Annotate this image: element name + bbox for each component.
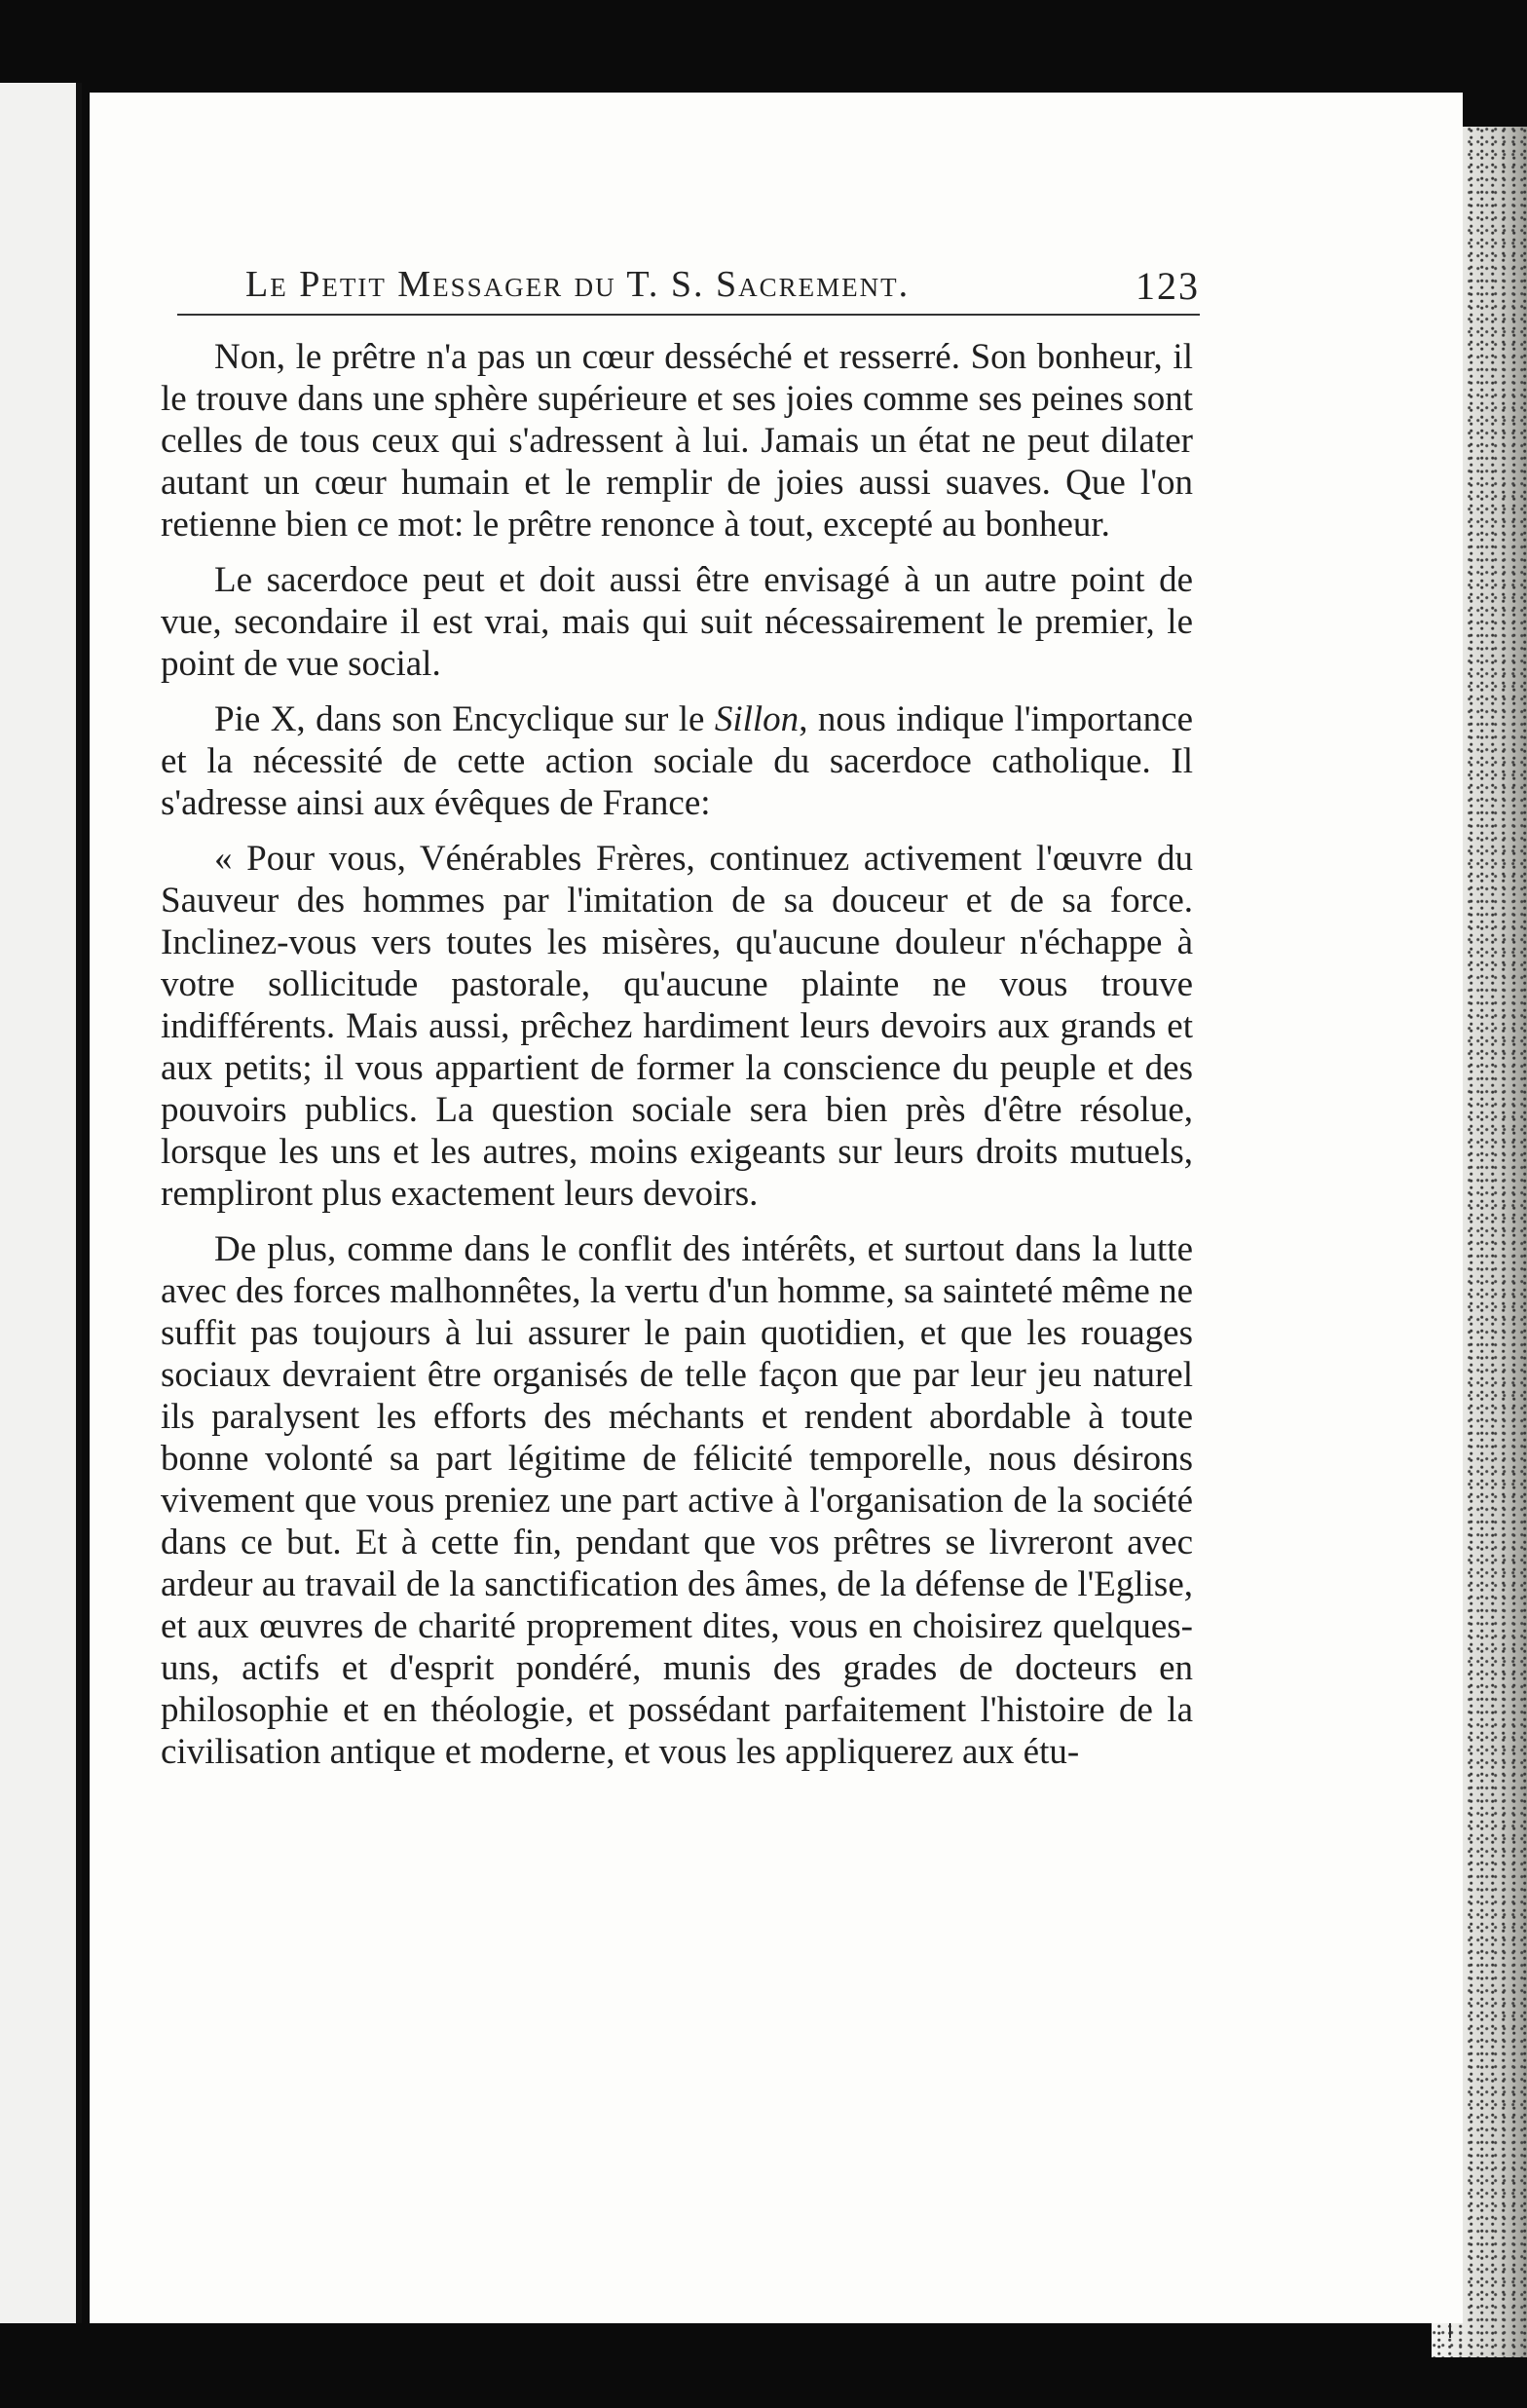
running-header — [177, 263, 1200, 321]
body-text — [161, 336, 1193, 1787]
page-number: 123 — [1136, 264, 1200, 308]
running-title: Le Petit Messager du T. S. Sacrement. — [245, 264, 911, 305]
paragraph-3-start: Pie X, dans son Encyclique sur le — [214, 699, 715, 739]
left-page-margin — [0, 83, 82, 2323]
paragraph-3-end: , nous indique l'importance et la nécessité de cette action sociale du sacerdoce catholique. Il s'adresse ainsi aux évêques de France: — [161, 699, 1193, 823]
paragraph-3 — [161, 698, 1193, 824]
paragraph-1: Non, le prêtre n'a pas un cœur desséché et resserré. Son bonheur, il le trouve dans une sphère supérieure et ses joies comme ses peines sont celles de tous ceux qui s'adressent à lui. Jamais un état ne peut dilater autant un cœur humain et le remplir de joies aussi suaves. Que l'on retienne bien ce mot: le prêtre renonce à tout, excepté au bonheur. — [161, 337, 1193, 545]
paragraph-4-quote: « Pour vous, Vénérables Frères, continuez activement l'œuvre du Sauveur des hommes par l'imitation de sa douceur et de sa force. Inclinez-vous vers toutes les misères, qu'aucune douleur n'échappe à votre sollicitude pastorale, qu'aucune plainte ne vous trouve indifférents. Mais aussi, prêchez hardiment leurs devoirs aux grands et aux petits; il vous appartient de former la conscience du peuple et des pouvoirs publics. La question sociale sera bien près d'être résolue, lorsque les uns et les autres, moins exigeants sur leurs droits mutuels, rempliront plus exactement leurs devoirs. — [161, 839, 1193, 1214]
paragraph-2: Le sacerdoce peut et doit aussi être envisagé à un autre point de vue, secondaire il est vrai, mais qui suit nécessairement le premier, le point de vue social. — [161, 560, 1193, 684]
header-rule — [177, 314, 1200, 316]
sillon-title: Sillon — [714, 699, 800, 739]
paragraph-5: De plus, comme dans le conflit des intérêts, et surtout dans la lutte avec des forces malhonnêtes, la vertu d'un homme, sa sainteté même ne suffit pas toujours à lui assurer le pain quotidien, et que les rouages sociaux devraient être organisés de telle façon que par leur jeu naturel ils paralysent les efforts des méchants et rendent abordable à toute bonne volonté sa part légitime de félicité temporelle, nous désirons vivement que vous preniez une part active à l'organisation de la société dans ce but. Et à cette fin, pendant que vos prêtres se livreront avec ardeur au travail de la sanctification des âmes, de la défense de l'Eglise, et aux œuvres de charité proprement dites, vous en choisirez quelques-uns, actifs et d'esprit pondéré, munis des grades de docteurs en philosophie et en théologie, et possédant parfaitement l'histoire de la civilisation antique et moderne, et vous les appliquerez aux étu- — [161, 1229, 1193, 1772]
